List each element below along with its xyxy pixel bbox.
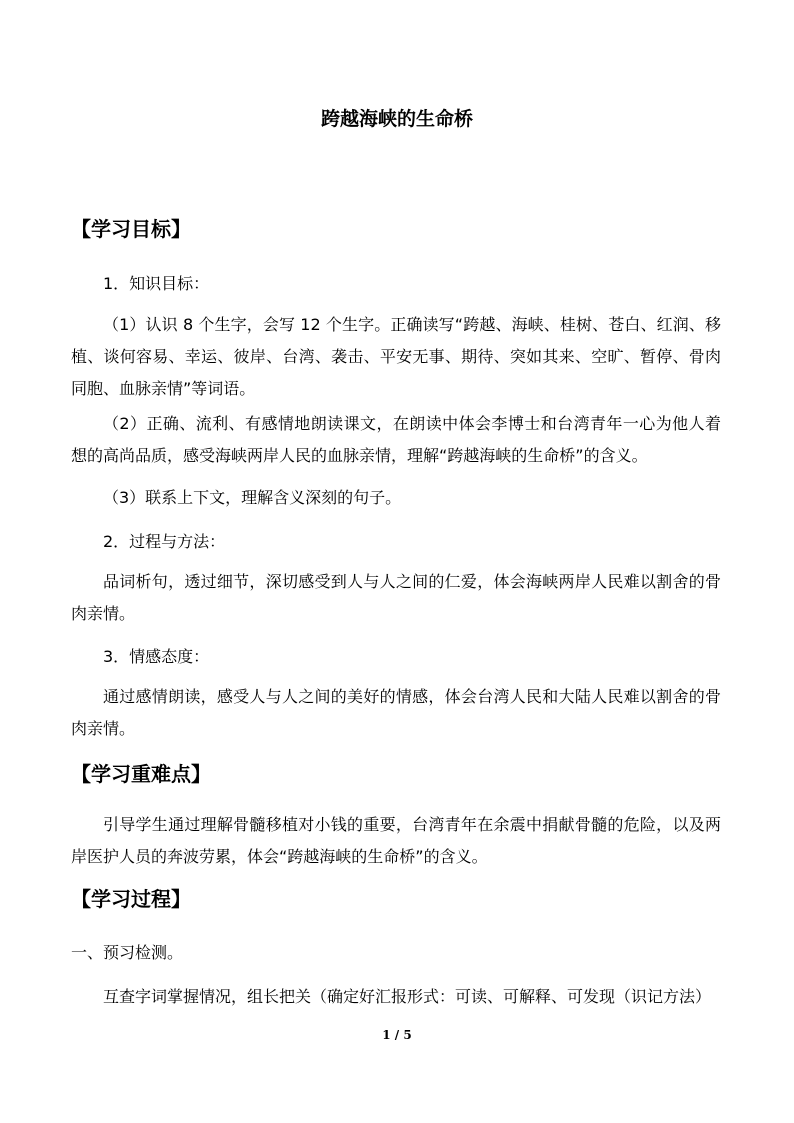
keypoints-text: 引导学生通过理解骨髓移植对小钱的重要，台湾青年在余震中捐献骨髓的危险，以及两岸医护人员的奔波劳累，体会“跨越海峡的生命桥”的含义。	[71, 815, 721, 866]
goal-item-3: （3）联系上下文，理解含义深刻的句子。	[103, 488, 402, 507]
knowledge-goal-label: 1．知识目标：	[103, 274, 210, 293]
goal-item-2: （2）正确、流利、有感情地朗读课文，在朗读中体会李博士和台湾青年一心为他人着想的高尚品质，感受海峡两岸人民的血脉亲情，理解“跨越海峡的生命桥”的含义。	[71, 414, 721, 465]
process-goal-text: 品词析句，透过细节，深切感受到人与人之间的仁爱，体会海峡两岸人民难以割舍的骨肉亲情。	[71, 572, 721, 623]
process-heading: 【学习过程】	[71, 887, 191, 911]
document-title: 跨越海峡的生命桥	[320, 108, 473, 130]
step-1-text: 互查字词掌握情况，组长把关（确定好汇报形式：可读、可解释、可发现（识记方法）	[103, 987, 712, 1006]
emotion-goal-text: 通过感情朗读，感受人与人之间的美好的情感，体会台湾人民和大陆人民难以割舍的骨肉亲情。	[71, 687, 721, 738]
keypoints-heading: 【学习重难点】	[71, 762, 211, 786]
goal-item-1: （1）认识 8 个生字，会写 12 个生字。正确读写“跨越、海峡、桂树、苍白、红润、移植、谈何容易、幸运、彼岸、台湾、袭击、平安无事、期待、突如其来、空旷、暂停、骨肉同胞、血脉亲情”等词语。	[71, 315, 721, 398]
goals-heading: 【学习目标】	[71, 217, 191, 241]
page-number: 1 / 5	[382, 1028, 412, 1042]
process-goal-label: 2．过程与方法：	[103, 532, 226, 551]
step-1-label: 一、预习检测。	[71, 943, 184, 962]
emotion-goal-label: 3．情感态度：	[103, 647, 210, 666]
